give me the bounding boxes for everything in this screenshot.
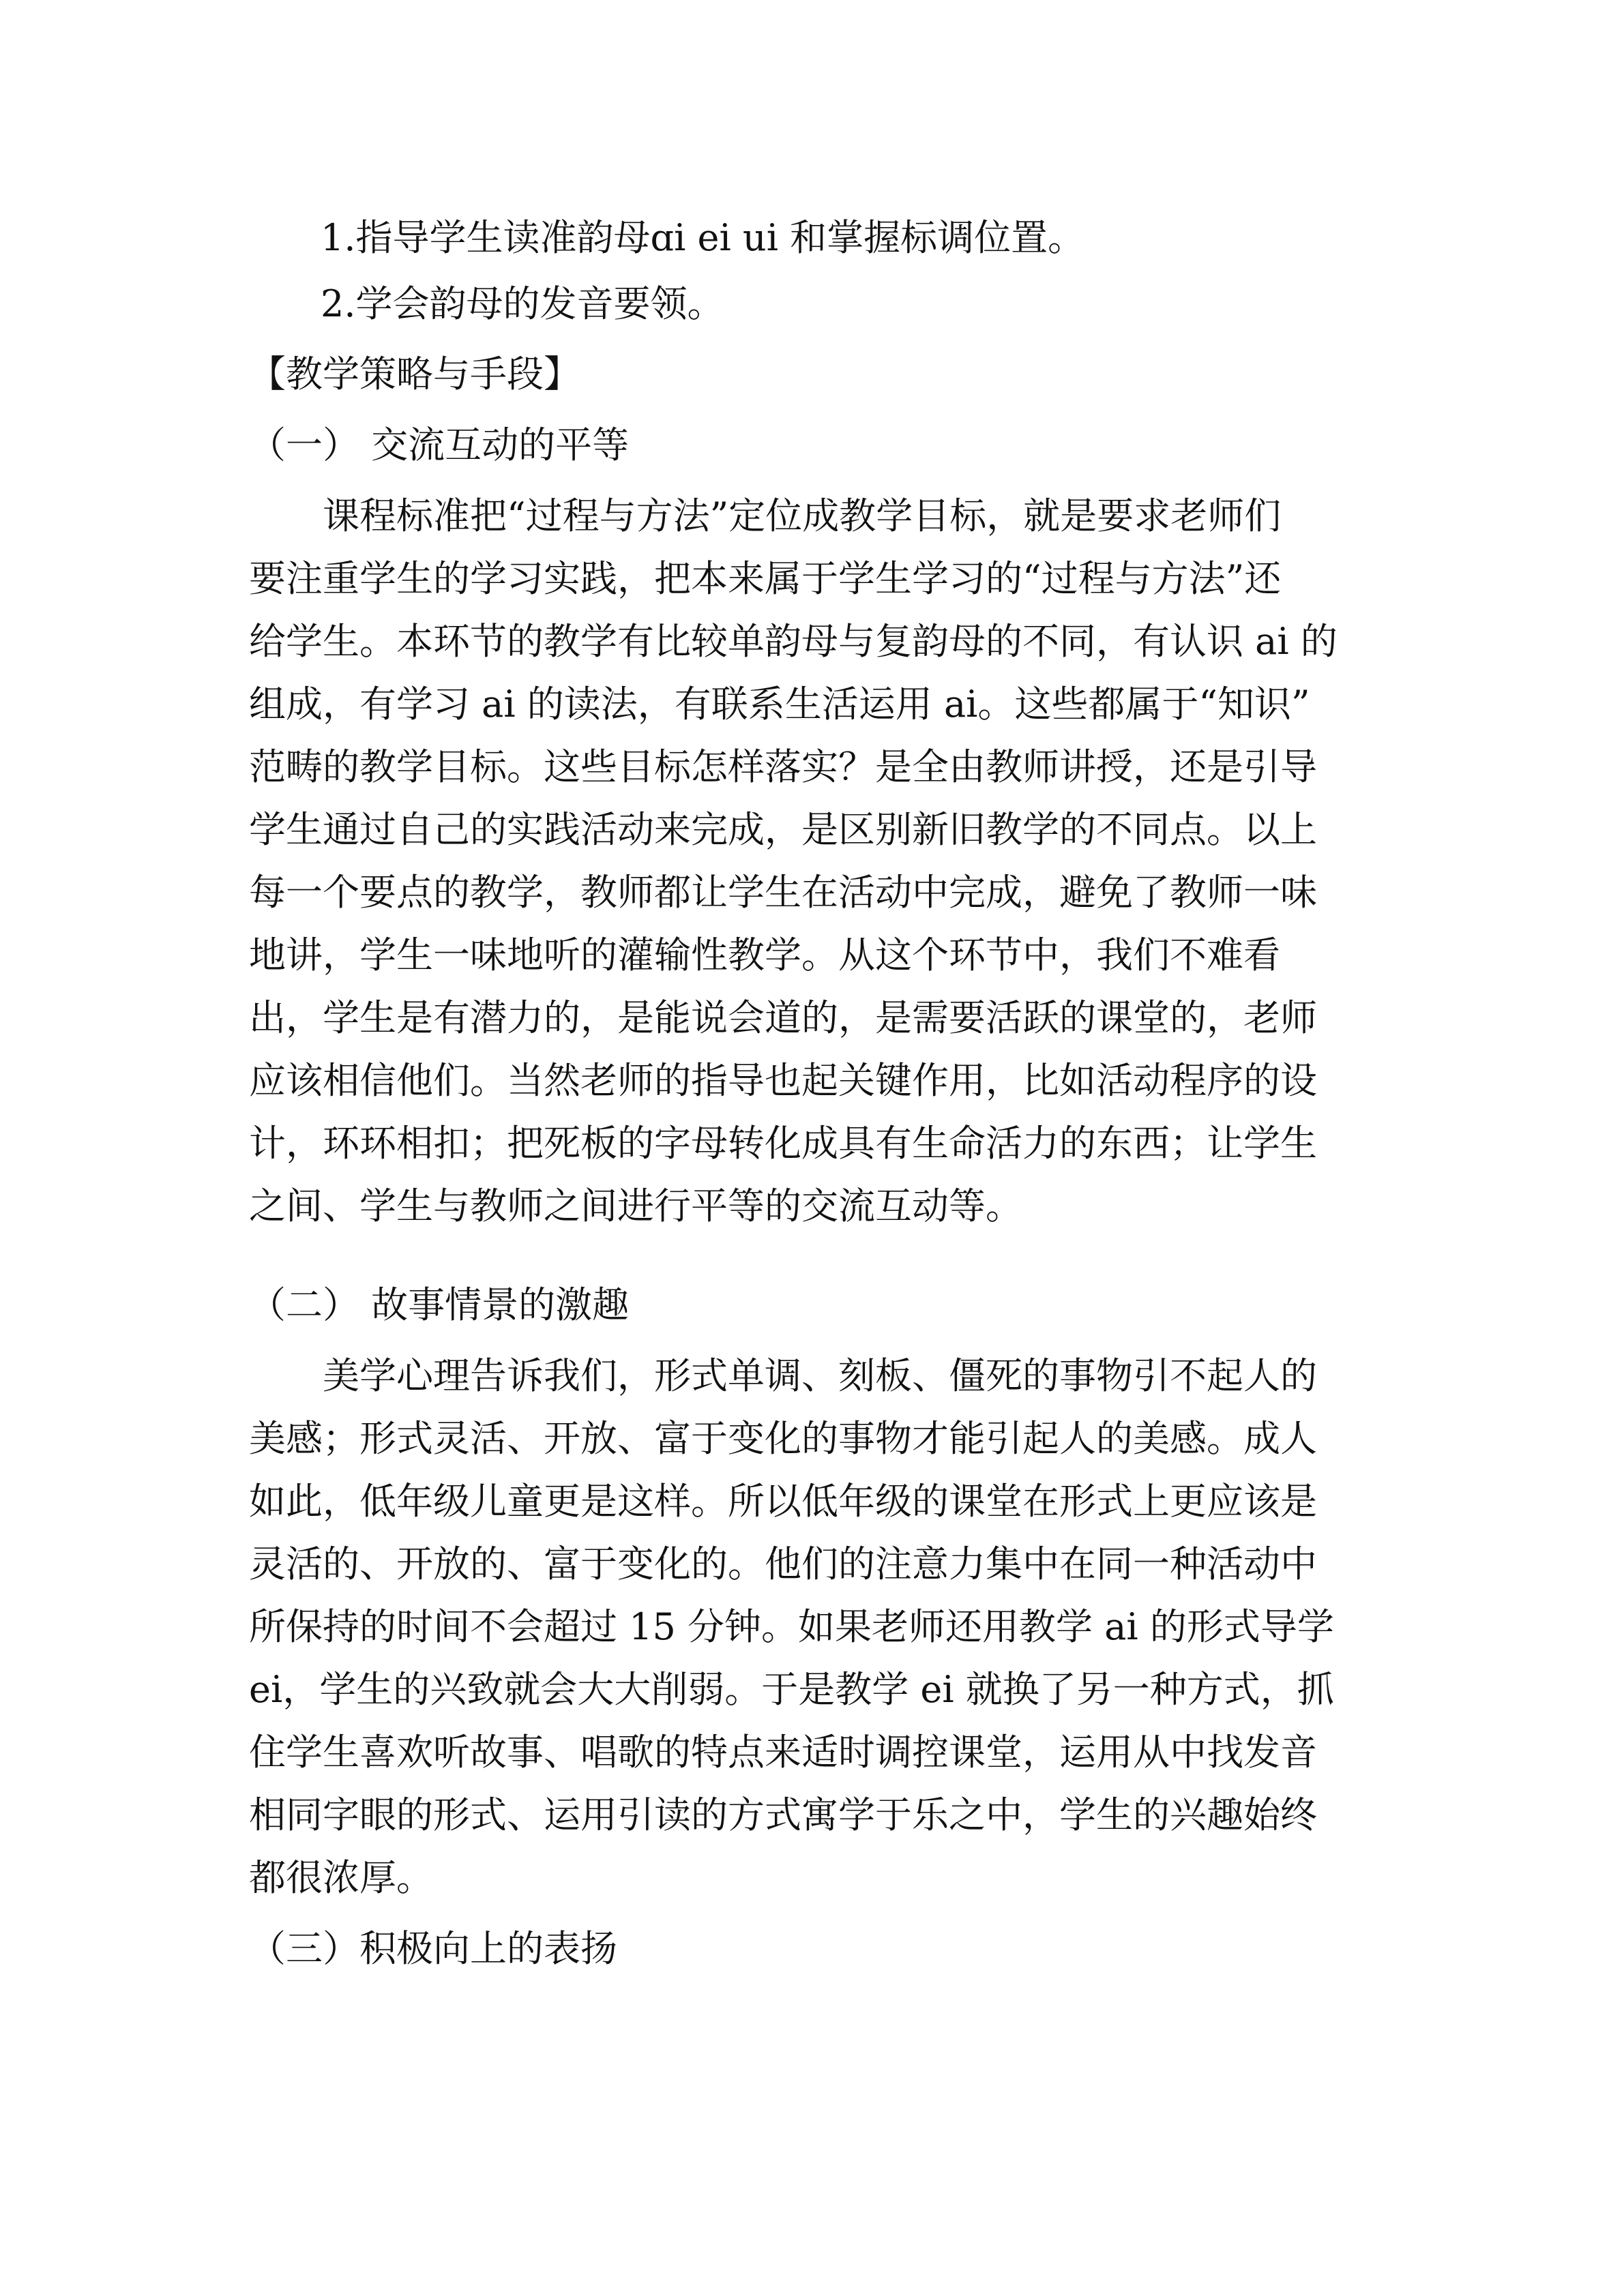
goal-line-2: 2.学会韵母的发音要领。 bbox=[321, 282, 724, 325]
paragraph-line: 美学心理告诉我们，形式单调、刻板、僵死的事物引不起人的 bbox=[323, 1354, 1317, 1397]
paragraph-line: 课程标准把“过程与方法”定位成教学目标，就是要求老师们 bbox=[323, 494, 1282, 537]
paragraph-line: 之间、学生与教师之间进行平等的交流互动等。 bbox=[249, 1184, 1022, 1227]
section-3-title: （三）积极向上的表扬 bbox=[249, 1927, 617, 1970]
paragraph-line: 住学生喜欢听故事、唱歌的特点来适时调控课堂，运用从中找发音 bbox=[249, 1731, 1317, 1774]
section-2-paragraph bbox=[249, 1345, 1371, 1909]
paragraph-line: 范畴的教学目标。这些目标怎样落实？是全由教师讲授，还是引导 bbox=[249, 745, 1317, 788]
section-2-title: （二） 故事情景的激趣 bbox=[249, 1283, 630, 1326]
paragraph-line: 都很浓厚。 bbox=[249, 1856, 433, 1899]
paragraph-line: 给学生。本环节的教学有比较单韵母与复韵母的不同，有认识 ai 的 bbox=[249, 620, 1338, 663]
paragraph-line: 组成，有学习 ai 的读法，有联系生活运用 ai。这些都属于“知识” bbox=[249, 683, 1310, 726]
paragraph-line: 灵活的、开放的、富于变化的。他们的注意力集中在同一种活动中 bbox=[249, 1542, 1317, 1585]
paragraph-line: 地讲，学生一味地听的灌输性教学。从这个环节中，我们不难看 bbox=[249, 934, 1280, 976]
goal-line-1: 1.指导学生读准韵母ɑi ei ui 和掌握标调位置。 bbox=[321, 216, 1085, 259]
section-1-paragraph bbox=[249, 485, 1371, 1238]
paragraph-line: 应该相信他们。当然老师的指导也起关键作用，比如活动程序的设 bbox=[249, 1059, 1317, 1102]
paragraph-line: 所保持的时间不会超过 15 分钟。如果老师还用教学 ai 的形式导学 bbox=[249, 1605, 1334, 1648]
section-1-title: （一） 交流互动的平等 bbox=[249, 423, 630, 466]
paragraph-line: ei，学生的兴致就会大大削弱。于是教学 ei 就换了另一种方式，抓 bbox=[249, 1668, 1334, 1711]
strategy-heading: 【教学策略与手段】 bbox=[249, 353, 580, 396]
paragraph-line: 计，环环相扣；把死板的字母转化成具有生命活力的东西；让学生 bbox=[249, 1122, 1317, 1165]
paragraph-line: 美感；形式灵活、开放、富于变化的事物才能引起人的美感。成人 bbox=[249, 1417, 1317, 1460]
paragraph-line: 每一个要点的教学，教师都让学生在活动中完成，避免了教师一味 bbox=[249, 871, 1317, 914]
paragraph-line: 要注重学生的学习实践，把本来属于学生学习的“过程与方法”还 bbox=[249, 557, 1282, 600]
paragraph-line: 学生通过自己的实践活动来完成，是区别新旧教学的不同点。以上 bbox=[249, 808, 1317, 851]
paragraph-line: 出，学生是有潜力的，是能说会道的，是需要活跃的课堂的，老师 bbox=[249, 996, 1317, 1039]
paragraph-line: 相同字眼的形式、运用引读的方式寓学于乐之中，学生的兴趣始终 bbox=[249, 1793, 1317, 1836]
paragraph-line: 如此，低年级儿童更是这样。所以低年级的课堂在形式上更应该是 bbox=[249, 1480, 1317, 1523]
